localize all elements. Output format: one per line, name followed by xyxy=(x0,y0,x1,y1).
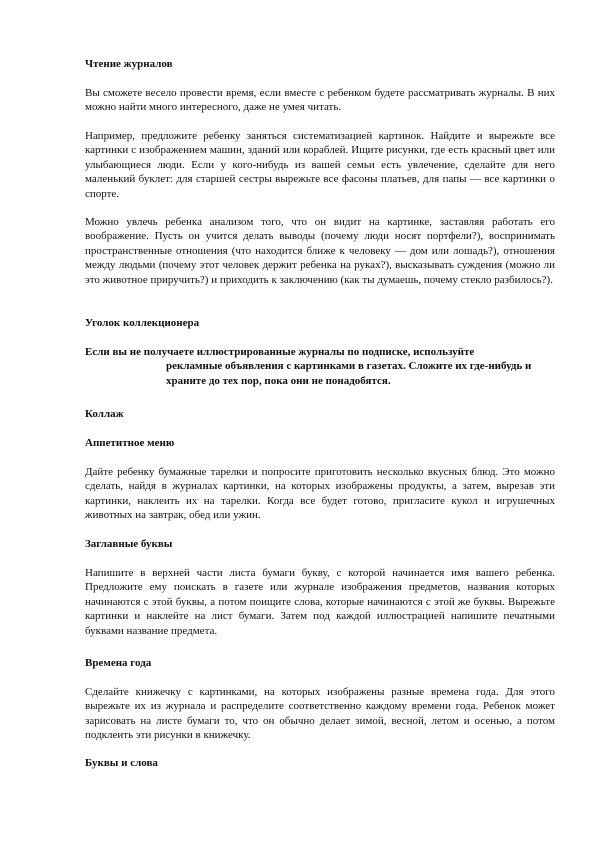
heading-reading-magazines: Чтение журналов xyxy=(85,58,173,70)
paragraph-analysis: Можно увлечь ребенка анализом того, что он видит на картинке, заставляя работать его воображение. Пусть он учится делать выводы (почему люди носят портфели?), воспринимать пространственные отношения (что находится ближе к человеку — дом или лошадь?), отношения между людьми (почему этот человек держит ребенка на руках?), высказывать суждения (можно ли это животное приручить?) и приходить к заключению (как ты думаешь, почему стекло разбилось?). xyxy=(85,216,555,286)
paragraph-appetizing-menu: Дайте ребенку бумажные тарелки и попросите приготовить несколько вкусных блюд. Это можно сделать, найдя в журналах картинки, на которых изображены продукты, а затем, вырезав эти картинки, наклеить их на тарелки. Когда все будет готово, пригласите кукол и игрушечных животных на завтрак, обед или ужин. xyxy=(85,466,555,522)
heading-capital-letters: Заглавные буквы xyxy=(85,538,173,550)
paragraph-capital-letters: Напишите в верхней части листа бумаги букву, с которой начинается имя вашего ребенка. Предложите ему поискать в газете или журнале изображения предметов, названия которых начинаются с этой буквы, а потом поищите слова, которые начинаются с этой же буквы. Вырежьте картинки и наклейте на лист бумаги. Затем под каждой иллюстрацией напишите печатными буквами название предмета. xyxy=(85,567,555,637)
paragraph-intro: Вы сможете весело провести время, если вместе с ребенком будете рассматривать журналы. В них можно найти много интересного, даже не умея читать. xyxy=(85,87,555,114)
collectors-tip xyxy=(85,345,555,388)
paragraph-sorting-pictures: Например, предложите ребенку заняться систематизацией картинок. Найдите и вырежьте все картинки с изображением машин, зданий или кораблей. Ищите рисунки, где есть красный цвет или улыбающиеся люди. Если у кого-нибудь из вашей семьи есть увлечение, сделайте для него маленький буклет: для старшей сестры вырежьте все фасоны платьев, для папы — все картинки о спорте. xyxy=(85,130,555,200)
heading-appetizing-menu: Аппетитное меню xyxy=(85,437,175,449)
collectors-tip-line-3: храните до тех пор, пока они не понадобятся. xyxy=(166,374,391,387)
collectors-tip-line-2: рекламные объявления с картинками в газетах. Сложите их где-нибудь и xyxy=(166,360,532,373)
heading-seasons: Времена года xyxy=(85,657,152,669)
heading-collectors-corner: Уголок коллекционера xyxy=(85,317,200,329)
heading-letters-and-words: Буквы и слова xyxy=(85,757,158,769)
paragraph-seasons: Сделайте книжечку с картинками, на которых изображены разные времена года. Для этого вырежьте их из журнала и распределите соответственно каждому времени года. Ребенок может зарисовать на листе бумаги то, что он обычно делает зимой, весной, летом и осенью, а потом подклеить эти рисунки в книжечку. xyxy=(85,686,555,742)
heading-collage: Коллаж xyxy=(85,408,124,420)
collectors-tip-line-1: Если вы не получаете иллюстрированные журналы по подписке, используйте xyxy=(85,346,475,358)
